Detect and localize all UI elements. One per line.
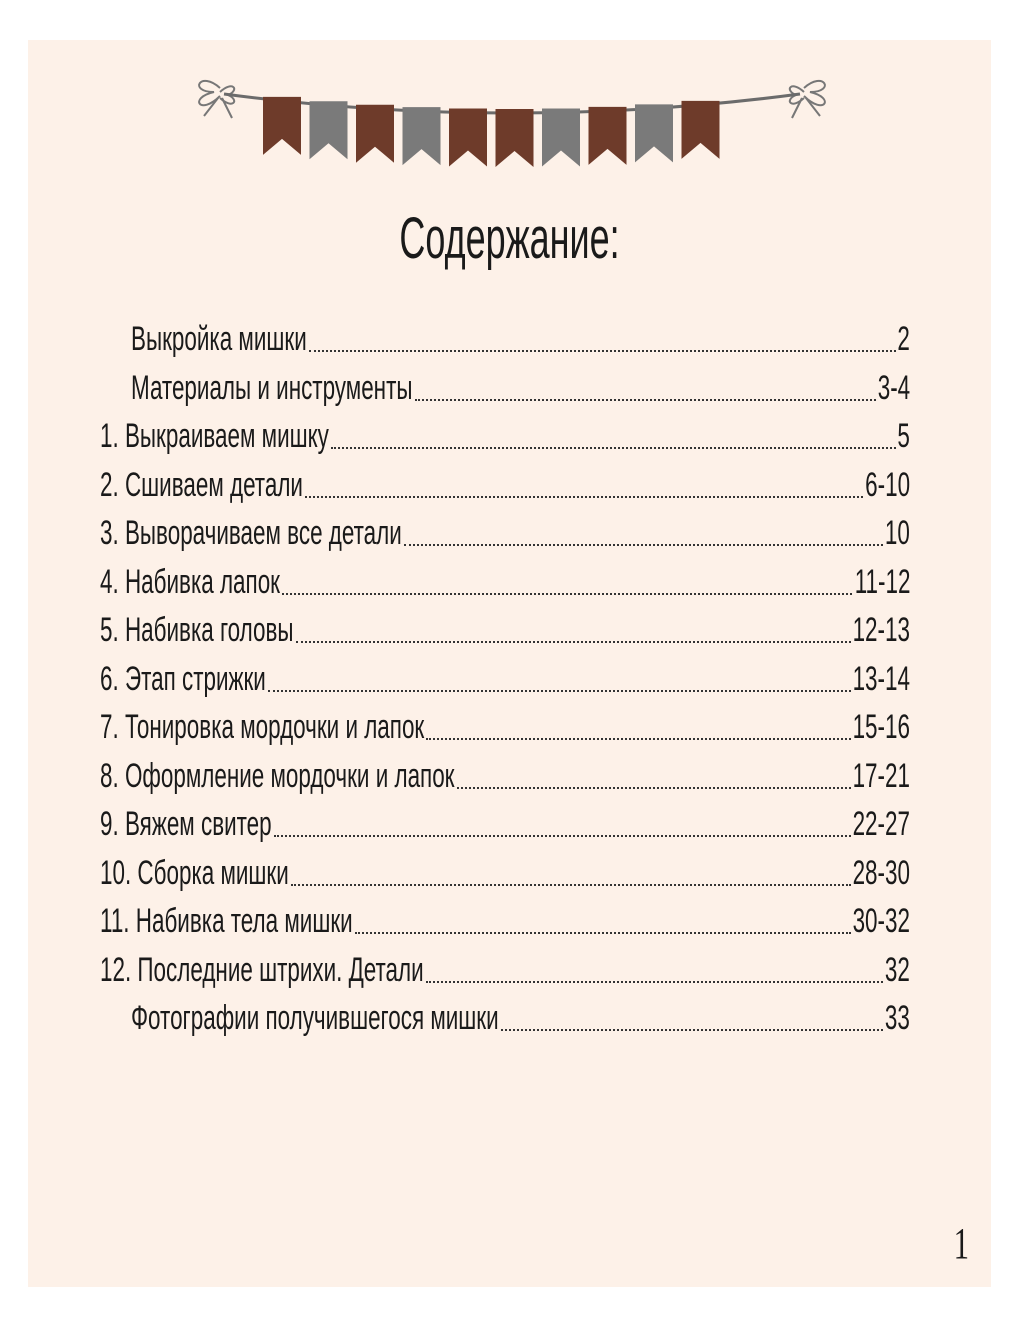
toc-entry xyxy=(131,315,910,359)
toc-entry-label: 11. Набивка тела мишки xyxy=(100,902,353,940)
toc-dot-leader xyxy=(457,787,851,789)
toc-entry-pages: 11-12 xyxy=(854,562,910,601)
left-bow-icon xyxy=(199,81,234,118)
toc-entry xyxy=(100,897,910,941)
toc-entry xyxy=(100,461,910,505)
toc-dot-leader xyxy=(331,447,896,449)
toc-dot-leader xyxy=(291,884,851,886)
toc-entry-pages: 32 xyxy=(885,950,910,989)
bunting-flag xyxy=(682,101,720,159)
toc-entry xyxy=(100,509,910,553)
toc-entry xyxy=(100,606,910,650)
page-title: Содержание: xyxy=(399,206,620,271)
toc-dot-leader xyxy=(415,399,876,401)
toc-entry xyxy=(131,364,910,408)
toc-dot-leader xyxy=(282,593,852,595)
toc-entry xyxy=(100,849,910,893)
right-bow-icon xyxy=(790,81,825,118)
toc-entry-pages: 15-16 xyxy=(852,708,910,746)
bunting-flag xyxy=(449,109,487,167)
toc-entry-pages: 5 xyxy=(897,417,910,455)
toc-dot-leader xyxy=(404,544,883,546)
toc-entry-label: 2. Сшиваем детали xyxy=(100,465,303,504)
toc-entry-pages: 28-30 xyxy=(852,853,910,892)
toc-dot-leader xyxy=(309,350,896,352)
toc-entry-label: Фотографии получившегося мишки xyxy=(131,999,499,1037)
toc-entry-label: 12. Последние штрихи. Детали xyxy=(100,950,424,989)
toc-entry-label: 4. Набивка лапок xyxy=(100,562,280,601)
toc-entry-pages: 2 xyxy=(897,320,910,358)
toc-entry-label: 1. Выкраиваем мишку xyxy=(100,417,329,455)
bunting-flag xyxy=(310,101,348,159)
toc-dot-leader xyxy=(268,690,851,692)
toc-dot-leader xyxy=(426,981,883,983)
bunting-flags-icon xyxy=(28,40,991,190)
toc-entry xyxy=(100,655,910,699)
page-number: 1 xyxy=(953,1219,969,1268)
bunting-flag xyxy=(589,107,627,165)
bunting-flag xyxy=(635,104,673,162)
toc-entry-label: Выкройка мишки xyxy=(131,320,307,358)
toc-entry xyxy=(100,703,910,747)
toc-dot-leader xyxy=(501,1029,883,1031)
toc-dot-leader xyxy=(355,932,851,934)
toc-entry-label: 9. Вяжем свитер xyxy=(100,805,272,843)
bunting-flag xyxy=(542,108,580,166)
toc-entry xyxy=(100,800,910,844)
toc-entry xyxy=(100,946,910,990)
toc-entry-pages: 12-13 xyxy=(852,611,910,649)
toc-dot-leader xyxy=(296,641,851,643)
toc-entry-label: 7. Тонировка мордочки и лапок xyxy=(100,708,425,746)
toc-dot-leader xyxy=(305,496,863,498)
bunting-flag xyxy=(403,107,441,165)
bunting-flag xyxy=(263,97,301,155)
toc-entry-pages: 30-32 xyxy=(852,902,910,940)
toc-entry-label: Материалы и инструменты xyxy=(131,368,413,407)
document-page xyxy=(28,40,991,1287)
bunting-flags xyxy=(263,97,720,167)
toc-entry-label: 6. Этап стрижки xyxy=(100,659,266,698)
toc-entry xyxy=(100,558,910,602)
toc-entry-pages: 6-10 xyxy=(865,465,910,504)
toc-entry xyxy=(100,412,910,456)
toc-entry-pages: 3-4 xyxy=(877,368,910,407)
toc-entry-pages: 13-14 xyxy=(852,659,910,698)
toc-entry-pages: 22-27 xyxy=(852,805,910,843)
toc-entry-label: 8. Оформление мордочки и лапок xyxy=(100,756,455,795)
toc-entry-label: 5. Набивка головы xyxy=(100,611,294,649)
toc-entry-pages: 33 xyxy=(885,999,910,1037)
toc-entry-pages: 10 xyxy=(885,514,910,552)
toc-entry xyxy=(100,752,910,796)
bunting-flag xyxy=(356,105,394,163)
bunting-flag xyxy=(496,109,534,167)
toc-entry-label: 3. Выворачиваем все детали xyxy=(100,514,402,552)
toc-dot-leader xyxy=(426,738,850,740)
toc-dot-leader xyxy=(274,835,851,837)
toc-entry xyxy=(131,994,910,1038)
toc-entry-pages: 17-21 xyxy=(852,756,910,795)
toc-entry-label: 10. Сборка мишки xyxy=(100,853,289,892)
